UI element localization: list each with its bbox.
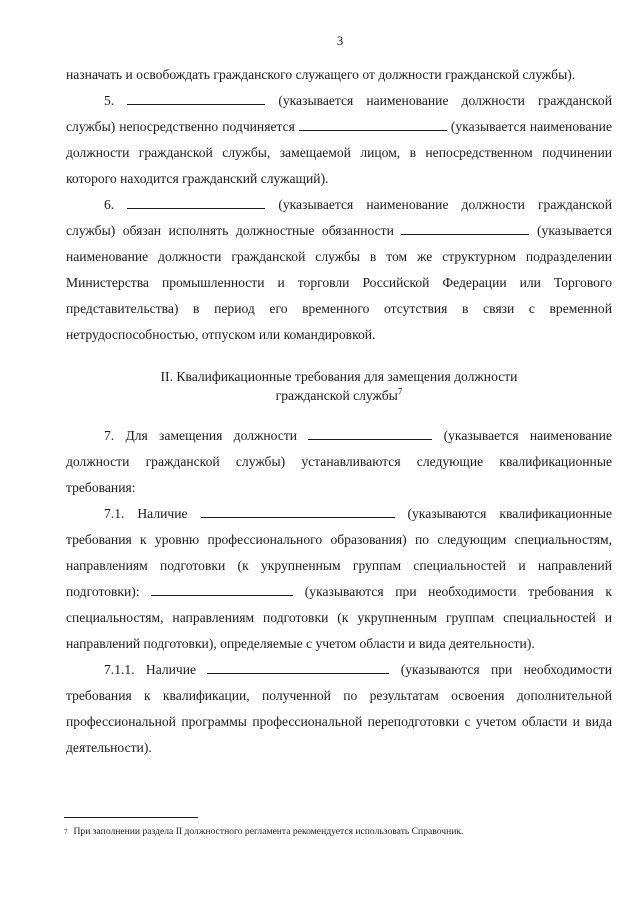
footnote-reference: 7 [397, 386, 403, 397]
paragraph-7-1-text-b: (указываются квалификационные требования к уровню профессионального образования) по следующим специальностям, направлениям подготовки (к укрупненным группам специальностей и направлений подготовки): [66, 506, 612, 599]
section-heading-line1: II. Квалификационные требования для замещения должности [160, 369, 518, 384]
paragraph-5-text-a: (указывается наименование должности гражданской службы) непосредственно подчиняется [66, 93, 612, 134]
paragraph-7-1-1-text-a: 7.1.1. Наличие [104, 662, 197, 677]
paragraph-6 [66, 192, 612, 348]
paragraph-6-number: 6. [104, 197, 115, 212]
page-number: 3 [336, 33, 344, 48]
blank-field [127, 92, 265, 105]
footnote-mark: 7 [64, 828, 68, 836]
paragraph-6-text-b: (указывается наименование должности гражданской службы в том же структурном подразделении Министерства промышленности и торговли Российской Федерации или Торгового представительства) в период его временного отсутствия в связи с временной нетрудоспособностью, отпуском или командировкой. [66, 223, 612, 342]
footnote [64, 826, 614, 838]
blank-field [207, 661, 389, 674]
blank-field [299, 118, 447, 131]
section-heading [66, 348, 612, 423]
section-heading-line2: гражданской службы [275, 388, 398, 403]
blank-field [151, 583, 293, 596]
paragraph-7-1-text-c: (указываются при необходимости требования к специальностям, направлениям подготовки (к укрупненным группам специальностей и направлений подготовки), определяемые с учетом области и вида деятельности). [66, 584, 612, 651]
paragraph-7-1-1-text-b: (указываются при необходимости требования к квалификации, полученной по результатам освоения дополнительной профессиональной программы профессиональной переподготовки с учетом области и вида деятельности). [66, 662, 612, 755]
paragraph-5-text-b: (указывается наименование должности гражданской службы, замещаемой лицом, в непосредственном подчинении которого находится гражданский служащий). [66, 119, 612, 186]
paragraph-7-1 [66, 501, 612, 657]
blank-field [201, 505, 395, 518]
footnote-separator [64, 817, 198, 818]
paragraph-intro: назначать и освобождать гражданского служащего от должности гражданской службы). [66, 67, 576, 82]
paragraph-7-1-text-a: 7.1. Наличие [104, 506, 188, 521]
paragraph-7 [66, 423, 612, 501]
paragraph-7-text-a: 7. Для замещения должности [104, 428, 298, 443]
paragraph-6-text-a: (указывается наименование должности гражданской службы) обязан исполнять должностные обязанности [66, 197, 612, 238]
paragraph-7-1-1 [66, 657, 612, 761]
blank-field [401, 222, 529, 235]
blank-field [308, 427, 432, 440]
document-body [66, 62, 612, 761]
paragraph-7-text-b: (указывается наименование должности гражданской службы) устанавливаются следующие квалификационные требования: [66, 428, 612, 495]
paragraph-5-number: 5. [104, 93, 115, 108]
paragraph-5 [66, 88, 612, 192]
footnote-text: При заполнении раздела II должностного регламента рекомендуется использовать Справочник. [73, 826, 464, 837]
blank-field [127, 196, 265, 209]
